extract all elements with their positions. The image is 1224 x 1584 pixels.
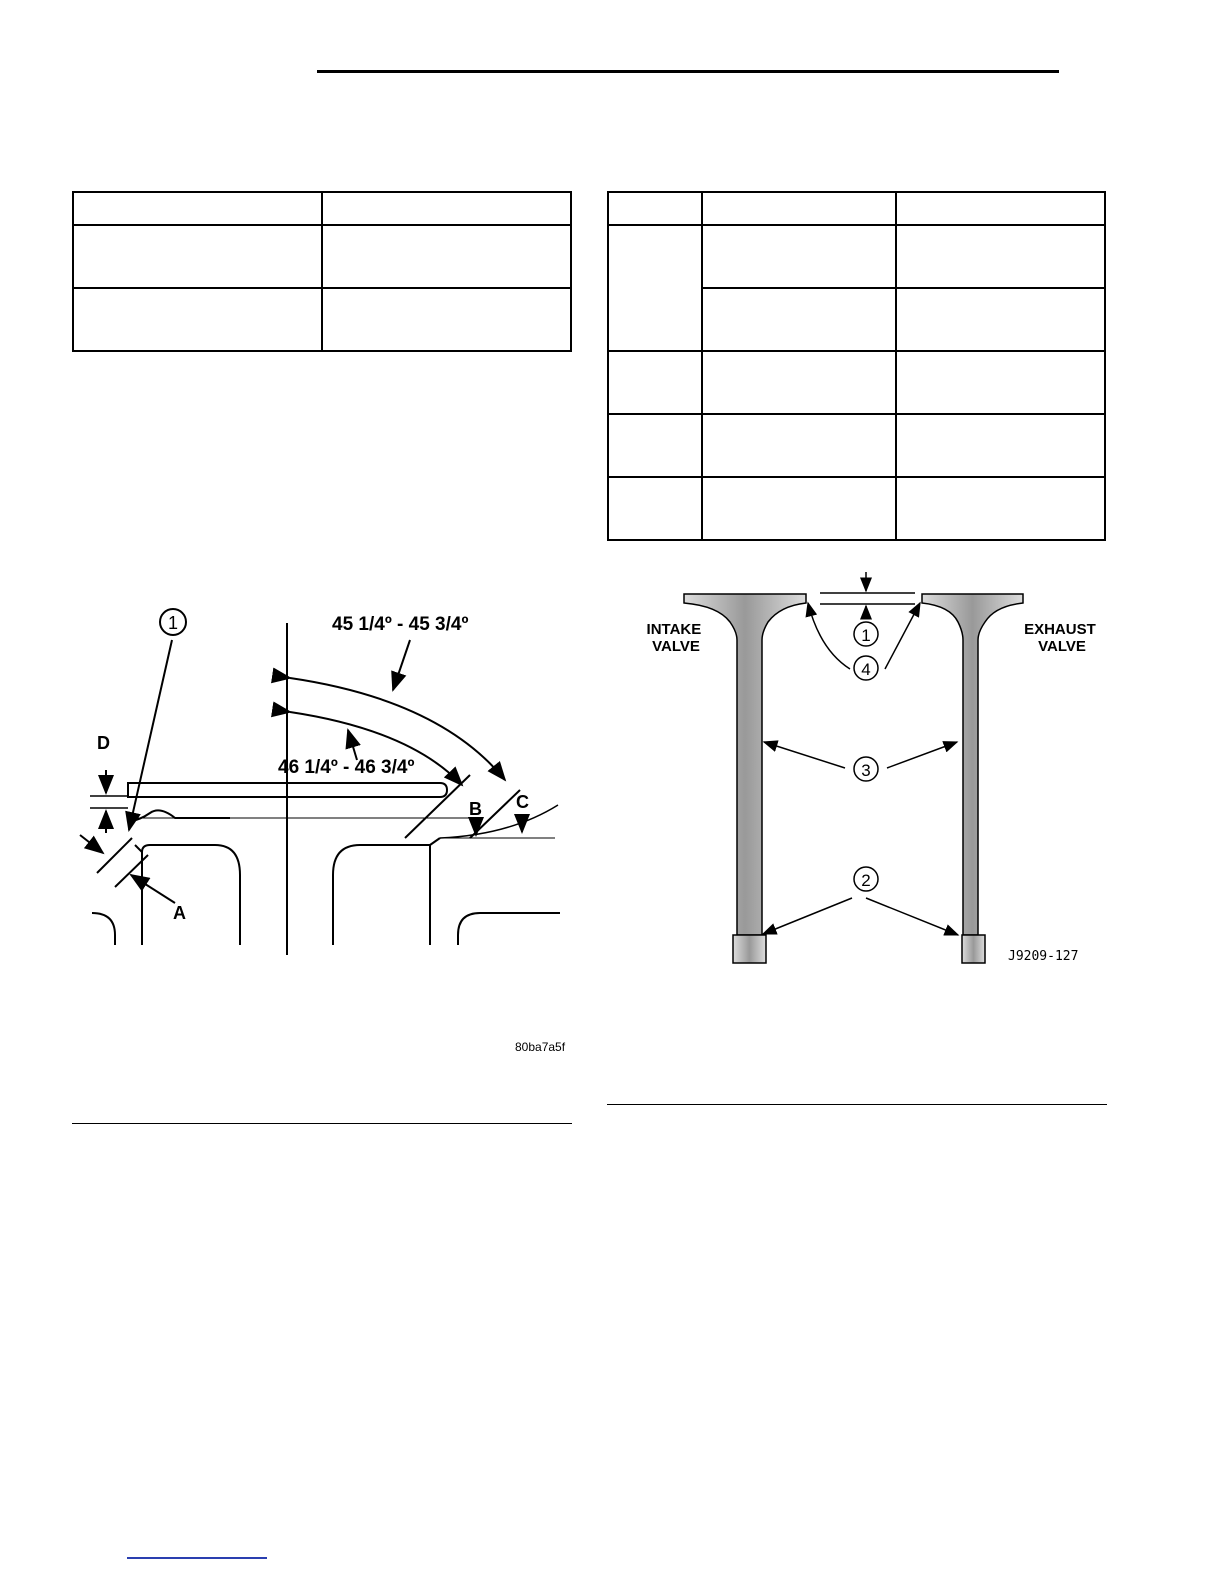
exhaust-label-line: VALVE — [1038, 638, 1086, 655]
label-d: D — [97, 733, 110, 753]
footer-link-underline[interactable] — [127, 1557, 267, 1559]
angle-label-bottom: 46 1/4º - 46 3/4º — [278, 757, 415, 778]
angle-label-top: 45 1/4º - 45 3/4º — [332, 614, 469, 635]
intake-label-line: VALVE — [652, 638, 700, 655]
label-c: C — [516, 792, 529, 812]
exhaust-label-line: EXHAUST — [1024, 621, 1096, 638]
right-column-rule — [607, 1104, 1107, 1105]
figure-id-left: 80ba7a5f — [515, 1040, 566, 1054]
intake-label-line: INTAKE — [646, 621, 702, 638]
callout-1-left: 1 — [167, 613, 179, 633]
exhaust-valve-label — [1024, 621, 1100, 655]
label-a: A — [173, 903, 186, 923]
callout-3: 3 — [861, 761, 871, 780]
callout-4: 4 — [861, 660, 871, 679]
intake-valve-label — [647, 621, 706, 655]
left-column-rule — [72, 1123, 572, 1124]
label-b: B — [469, 799, 482, 819]
exhaust-valve — [922, 594, 1023, 963]
callout-2: 2 — [861, 871, 871, 890]
figure-id-right: J9209-127 — [1008, 949, 1079, 964]
callout-1-right: 1 — [861, 626, 871, 645]
intake-valve — [684, 594, 806, 963]
